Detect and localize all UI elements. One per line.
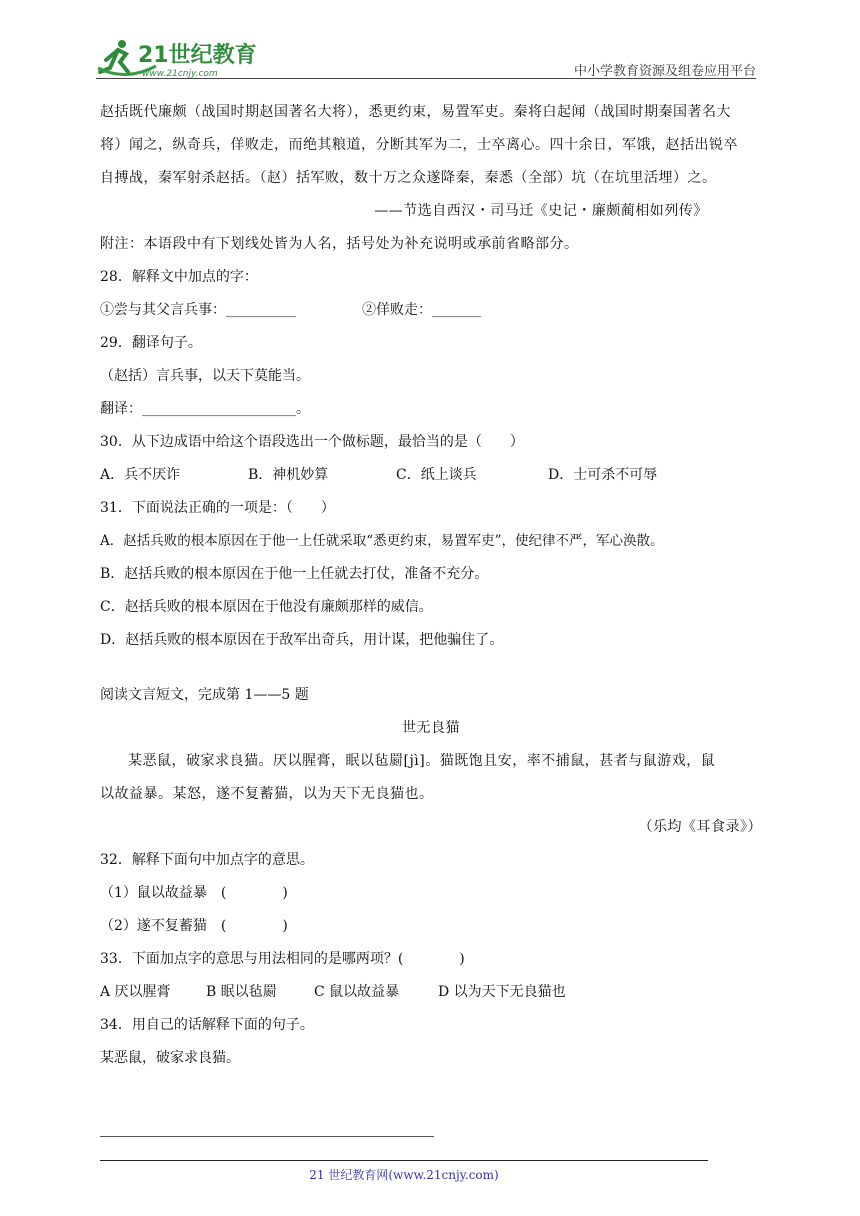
question-28-items <box>100 294 762 327</box>
runner-logo-icon <box>96 38 266 80</box>
option-c: C 鼠以故益暴 <box>314 984 400 1000</box>
document-body <box>100 96 762 1075</box>
footer-divider <box>100 1160 708 1161</box>
answer-blank-line[interactable] <box>100 1136 434 1137</box>
svg-text:www.21cnjy.com: www.21cnjy.com <box>142 69 218 79</box>
passage-2-source: （乐均《耳食录》） <box>638 819 762 835</box>
question-29-title: 29．翻译句子。 <box>100 335 202 351</box>
passage-2-intro: 阅读文言短文，完成第 1——5 题 <box>100 687 309 703</box>
question-28-a: ①尝与其父言兵事：__________ <box>100 302 296 318</box>
platform-name: 中小学教育资源及组卷应用平台 <box>573 64 756 79</box>
option-b: B 眠以毡罽 <box>206 984 277 1000</box>
option-a: A 厌以腥膏 <box>100 984 171 1000</box>
site-logo <box>96 38 266 80</box>
passage-1 <box>100 96 762 261</box>
passage-1-source: ——节选自西汉・司马迁《史记・廉颇蔺相如列传》 <box>374 203 708 219</box>
question-31-title: 31．下面说法正确的一项是：（ ） <box>100 500 335 516</box>
question-32-title: 32．解释下面句中加点字的意思。 <box>100 852 314 868</box>
passage-1-line: 自搏战，秦军射杀赵括。（赵）括军败，数十万之众遂降秦，秦悉（全部）坑（在坑里活埋）之。 <box>100 170 717 186</box>
passage-2 <box>100 679 762 844</box>
question-32 <box>100 844 762 943</box>
option-a: A．兵不厌诈 <box>100 467 181 483</box>
question-34 <box>100 1009 762 1075</box>
option-d: D．赵括兵败的根本原因在于敌军出奇兵，用计谋，把他骗住了。 <box>100 632 504 648</box>
option-d: D．士可杀不可辱 <box>548 467 658 483</box>
option-c: C．纸上谈兵 <box>396 467 477 483</box>
question-33-options <box>100 976 762 1009</box>
question-28-title: 28．解释文中加点的字： <box>100 269 258 285</box>
passage-2-line: 某恶鼠，破家求良猫。厌以腥膏，眠以毡罽[jì]。猫既饱且安，率不捕鼠，甚者与鼠游戏，鼠 <box>128 753 716 769</box>
passage-2-line: 以故益暴。某怒，遂不复蓄猫，以为天下无良猫也。 <box>100 786 434 802</box>
passage-1-line: 赵括既代廉颇（战国时期赵国著名大将），悉更约束，易置军吏。秦将白起闻（战国时期秦国著名大 <box>100 104 731 120</box>
header-divider <box>96 78 756 79</box>
option-b: B．赵括兵败的根本原因在于他一上任就去打仗，准备不充分。 <box>100 566 489 582</box>
question-34-title: 34．用自己的话解释下面的句子。 <box>100 1017 314 1033</box>
question-32-a: （1）鼠以故益暴 ( ) <box>100 885 288 901</box>
footer-source: 21 世纪教育网(www.21cnjy.com) <box>309 1168 499 1182</box>
question-29 <box>100 327 762 426</box>
question-28-b: ②佯败走：_______ <box>362 302 481 318</box>
question-30-options <box>100 459 762 492</box>
svg-text:21世纪教育: 21世纪教育 <box>138 43 257 68</box>
section-gap <box>100 657 762 679</box>
question-30-title: 30．从下边成语中给这个语段选出一个做标题，最恰当的是（ ） <box>100 434 524 450</box>
option-c: C．赵括兵败的根本原因在于他没有廉颇那样的威信。 <box>100 599 433 615</box>
question-32-b: （2）遂不复蓄猫 ( ) <box>100 918 288 934</box>
question-30 <box>100 426 762 492</box>
question-31 <box>100 492 762 657</box>
passage-1-note: 附注：本语段中有下划线处皆为人名，括号处为补充说明或承前省略部分。 <box>100 236 579 252</box>
question-33 <box>100 943 762 1009</box>
question-33-title: 33．下面加点字的意思与用法相同的是哪两项？( ) <box>100 951 465 967</box>
question-29-answer: 翻译：______________________。 <box>100 401 310 417</box>
question-28 <box>100 261 762 327</box>
option-b: B．神机妙算 <box>248 467 329 483</box>
passage-2-title: 世无良猫 <box>402 720 460 736</box>
question-29-sentence: （赵括）言兵事，以天下莫能当。 <box>100 368 310 384</box>
passage-1-line: 将）闻之，纵奇兵，佯败走，而绝其粮道，分断其军为二，士卒离心。四十余日，军饿，赵括出锐卒 <box>100 137 738 153</box>
question-34-sentence: 某恶鼠，破家求良猫。 <box>100 1050 240 1066</box>
option-a: A．赵括兵败的根本原因在于他一上任就采取“悉更约束，易置军吏”，使纪律不严，军心涣散。 <box>100 533 664 549</box>
option-d: D 以为天下无良猫也 <box>438 984 566 1000</box>
